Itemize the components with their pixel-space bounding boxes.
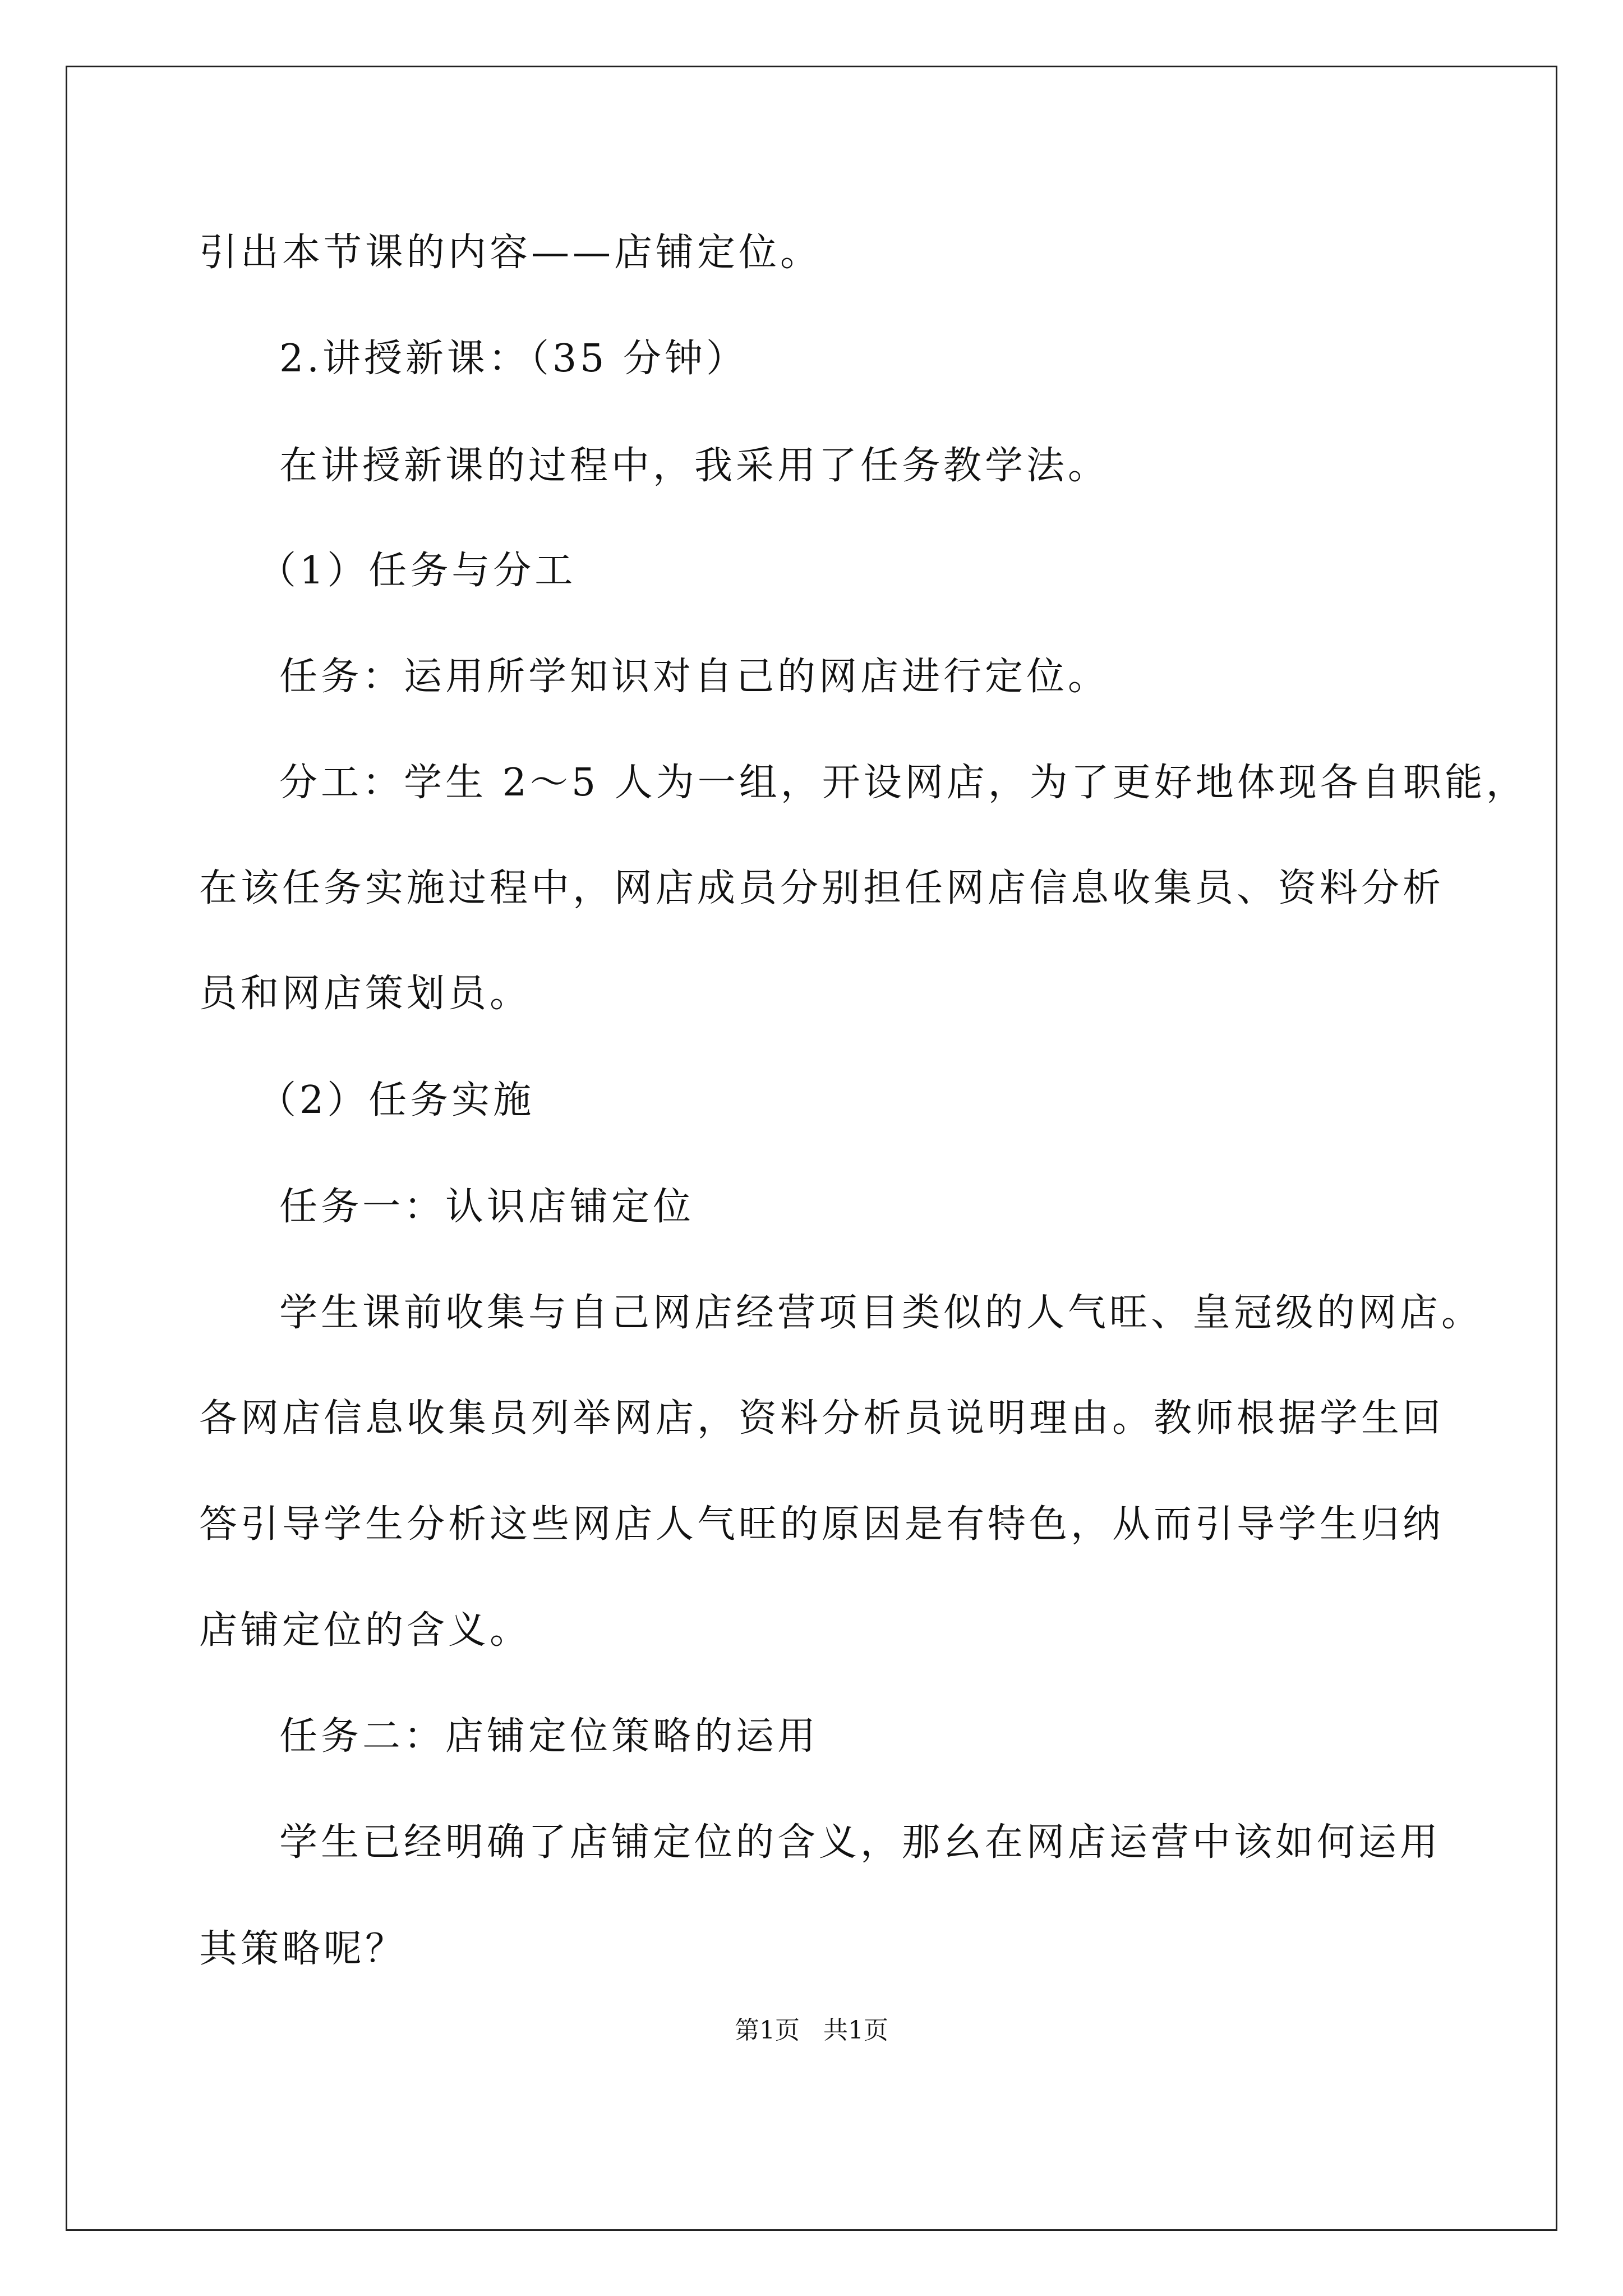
text-line-10: 任务一：认识店铺定位 (279, 1185, 695, 1229)
text-line-7: 在该任务实施过程中，网店成员分别担任网店信息收集员、资料分析 (199, 866, 1445, 910)
text-line-17: 其策略呢？ (199, 1927, 407, 1971)
text-line-14: 店铺定位的含义。 (199, 1608, 532, 1653)
text-line-6: 分工：学生 2～5 人为一组，开设网店，为了更好地体现各自职能， (279, 761, 1528, 805)
text-line-15: 任务二：店铺定位策略的运用 (279, 1714, 819, 1759)
page-border (66, 66, 1557, 2231)
text-line-11: 学生课前收集与自己网店经营项目类似的人气旺、皇冠级的网店。 (279, 1291, 1483, 1335)
text-line-13: 答引导学生分析这些网店人气旺的原因是有特色，从而引导学生归纳 (199, 1502, 1445, 1547)
text-line-1: 引出本节课的内容——店铺定位。 (199, 231, 822, 275)
text-line-4: （1）任务与分工 (258, 549, 577, 593)
text-line-8: 员和网店策划员。 (199, 972, 532, 1016)
text-line-2: 2.讲授新课：（35 分钟） (279, 337, 748, 381)
page-footer: 第1页 共1页 (735, 2016, 888, 2045)
text-line-3: 在讲授新课的过程中，我采用了任务教学法。 (279, 444, 1110, 488)
text-line-5: 任务：运用所学知识对自己的网店进行定位。 (279, 655, 1110, 699)
text-line-12: 各网店信息收集员列举网店，资料分析员说明理由。教师根据学生回 (199, 1396, 1445, 1441)
text-line-16: 学生已经明确了店铺定位的含义，那幺在网店运营中该如何运用 (279, 1820, 1442, 1865)
text-line-9: （2）任务实施 (258, 1078, 535, 1122)
